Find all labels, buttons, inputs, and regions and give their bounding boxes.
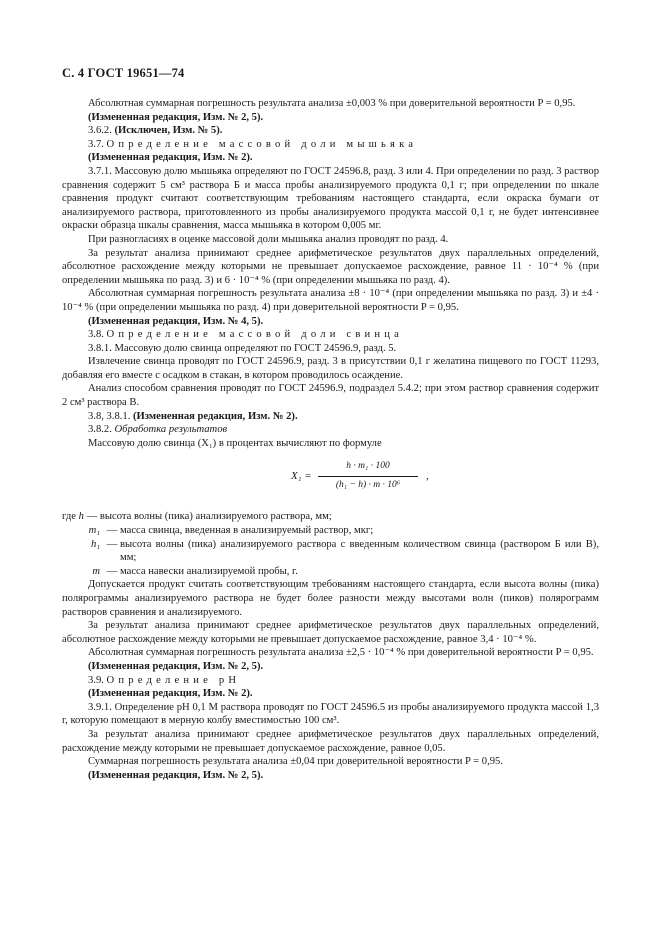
paragraph: Допускается продукт считать соответствующим требованиям настоящего стандарта, если высота волны (пика) полярограммы анализируемого раствора не будет более разности между высотами волн (пиков) полярограмм растворов сравнения и анализируемого. xyxy=(62,579,599,618)
amendment-note: (Исключен, Изм. № 5). xyxy=(114,125,223,137)
paragraph: Анализ способом сравнения проводят по ГОСТ 24596.9, подраздел 5.4.2; при этом раствор сравнения содержит 2 см³ раствора В. xyxy=(62,383,599,409)
clause-number: 3.7. xyxy=(88,138,107,150)
formula-numerator: h · m₁ · 100 xyxy=(346,461,390,472)
clause-number: 3.8. xyxy=(88,329,107,341)
amendment-note: (Измененная редакция, Изм. № 2, 5). xyxy=(88,111,264,123)
paragraph: За результат анализа принимают среднее арифметическое результатов двух параллельных определений, абсолютное расхождение между которыми не превышает допускаемое расхождение, равное 3,4 · 10⁻⁴ %. xyxy=(62,620,599,645)
section-title: Определение массовой доли мышьяка xyxy=(106,138,418,150)
paragraph xyxy=(62,423,599,437)
paragraph: 3.8.1. Массовую долю свинца определяют по ГОСТ 24596.9, разд. 5. xyxy=(88,342,397,354)
definition-dash: — xyxy=(106,538,118,550)
formula-tail: , xyxy=(426,470,429,483)
amendment-note: (Измененная редакция, Изм. № 4, 5). xyxy=(88,315,264,327)
section-heading xyxy=(62,138,599,152)
definitions-intro: где h xyxy=(62,511,84,523)
section-title: Определение массовой доли свинца xyxy=(106,329,404,341)
definition-symbol: m₁ xyxy=(88,525,100,537)
definition-text: высота волны (пика) анализируемого раствора, мм; xyxy=(99,511,332,523)
formula-fraction xyxy=(318,460,418,492)
section-heading xyxy=(62,328,599,342)
definition-item xyxy=(62,565,599,579)
definitions-list xyxy=(62,510,599,578)
definition-symbol: h₁ xyxy=(91,538,100,550)
paragraph: За результат анализа принимают среднее арифметическое результатов двух параллельных определений, расхождение между которыми не превышает допускаемое расхождение, равное 0,05. xyxy=(62,728,599,754)
clause-number: 3.6.2. xyxy=(88,125,115,137)
clause-number: 3.8.2. xyxy=(88,424,115,436)
paragraph: Извлечение свинца проводят по ГОСТ 24596.9, разд. 3 в присутствии 0,1 г желатина пищевого по ГОСТ 11293, добавляя его вместе с осадком в стакан, в котором проводилось осаждение. xyxy=(62,356,599,381)
definition-dash: — xyxy=(106,565,118,577)
formula-denominator: (h₁ − h) · m · 10⁶ xyxy=(335,480,401,491)
definition-text: масса свинца, введенная в анализируемый раствор, мкг; xyxy=(120,525,374,537)
page-header: С. 4 ГОСТ 19651—74 xyxy=(62,66,185,80)
definition-symbol: m xyxy=(92,565,100,577)
clause-number: 3.8, 3.8.1. xyxy=(88,410,134,422)
paragraph: Массовую долю свинца (X₁) в процентах вычисляют по формуле xyxy=(88,437,382,449)
paragraph xyxy=(62,410,599,424)
paragraph: При разногласиях в оценке массовой доли мышьяка анализ проводят по разд. 4. xyxy=(88,233,449,245)
subsection-title: Обработка результатов xyxy=(114,424,228,436)
definition-dash: — xyxy=(86,511,98,523)
definition-dash: — xyxy=(106,525,118,537)
document-body xyxy=(62,97,599,782)
paragraph xyxy=(62,124,599,138)
paragraph: Абсолютная суммарная погрешность результата анализа ±2,5 · 10⁻⁴ % при доверительной вероятности P = 0,95. xyxy=(88,647,594,659)
paragraph: Суммарная погрешность результата анализа ±0,04 при доверительной вероятности P = 0,95. xyxy=(88,756,503,768)
definition-item xyxy=(62,510,599,524)
definition-item xyxy=(62,524,599,538)
formula xyxy=(62,460,599,500)
paragraph: 3.7.1. Массовую долю мышьяка определяют по ГОСТ 24596.8, разд. 3 или 4. При определении по разд. 3 раствор сравнения содержит 5 см³ раствора Б и масса пробы анализируемого продукта 0,1 г; при определении по шкале сравнения продукт считают соответствующим требованиям настоящего стандарта, если окраска бумаги от анализируемого раствора, приготовленного из пробы анализируемого продукта массой 0,1 г, не будет интенсивнее окраски образца шкалы сравнения, масса мышьяка в котором 0,005 мг. xyxy=(62,165,599,232)
paragraph: 3.9.1. Определение рН 0,1 М раствора проводят по ГОСТ 24596.5 из пробы анализируемого продукта массой 1,3 г, которую помещают в мерную колбу вместимостью 100 см³. xyxy=(62,701,599,727)
amendment-note: (Измененная редакция, Изм. № 2). xyxy=(133,410,298,422)
paragraph: Абсолютная суммарная погрешность результата анализа ±0,003 % при доверительной вероятности P = 0,95. xyxy=(88,98,576,109)
formula-lhs: X₁ = xyxy=(291,470,312,483)
amendment-note: (Измененная редакция, Изм. № 2). xyxy=(88,152,253,164)
section-title: Определение рН xyxy=(106,674,241,686)
definition-item xyxy=(62,538,599,565)
section-heading xyxy=(62,674,599,688)
fraction-bar xyxy=(318,476,418,477)
clause-number: 3.9. xyxy=(88,674,107,686)
amendment-note: (Измененная редакция, Изм. № 2, 5). xyxy=(88,769,264,781)
paragraph: За результат анализа принимают среднее арифметическое результатов двух параллельных определений, абсолютное расхождение между которыми не превышает допускаемое расхождение, равное 11 · 10⁻⁴ % (при определении мышьяка по разд. 3) и 6 · 10⁻⁴ % (при определении мышьяка по разд. 4). xyxy=(62,247,599,286)
definition-text: масса навески анализируемой пробы, г. xyxy=(120,565,298,577)
amendment-note: (Измененная редакция, Изм. № 2). xyxy=(88,688,253,700)
paragraph: Абсолютная суммарная погрешность результата анализа ±8 · 10⁻⁴ (при определении мышьяка по разд. 3) и ±4 · 10⁻⁴ % (при определении мышьяка по разд. 4) при доверительной вероятности P = 0,95. xyxy=(62,288,599,313)
definition-text: высота волны (пика) анализируемого раствора с введенным количеством свинца (раствором Б или В), мм; xyxy=(120,538,599,564)
amendment-note: (Измененная редакция, Изм. № 2, 5). xyxy=(88,660,264,672)
